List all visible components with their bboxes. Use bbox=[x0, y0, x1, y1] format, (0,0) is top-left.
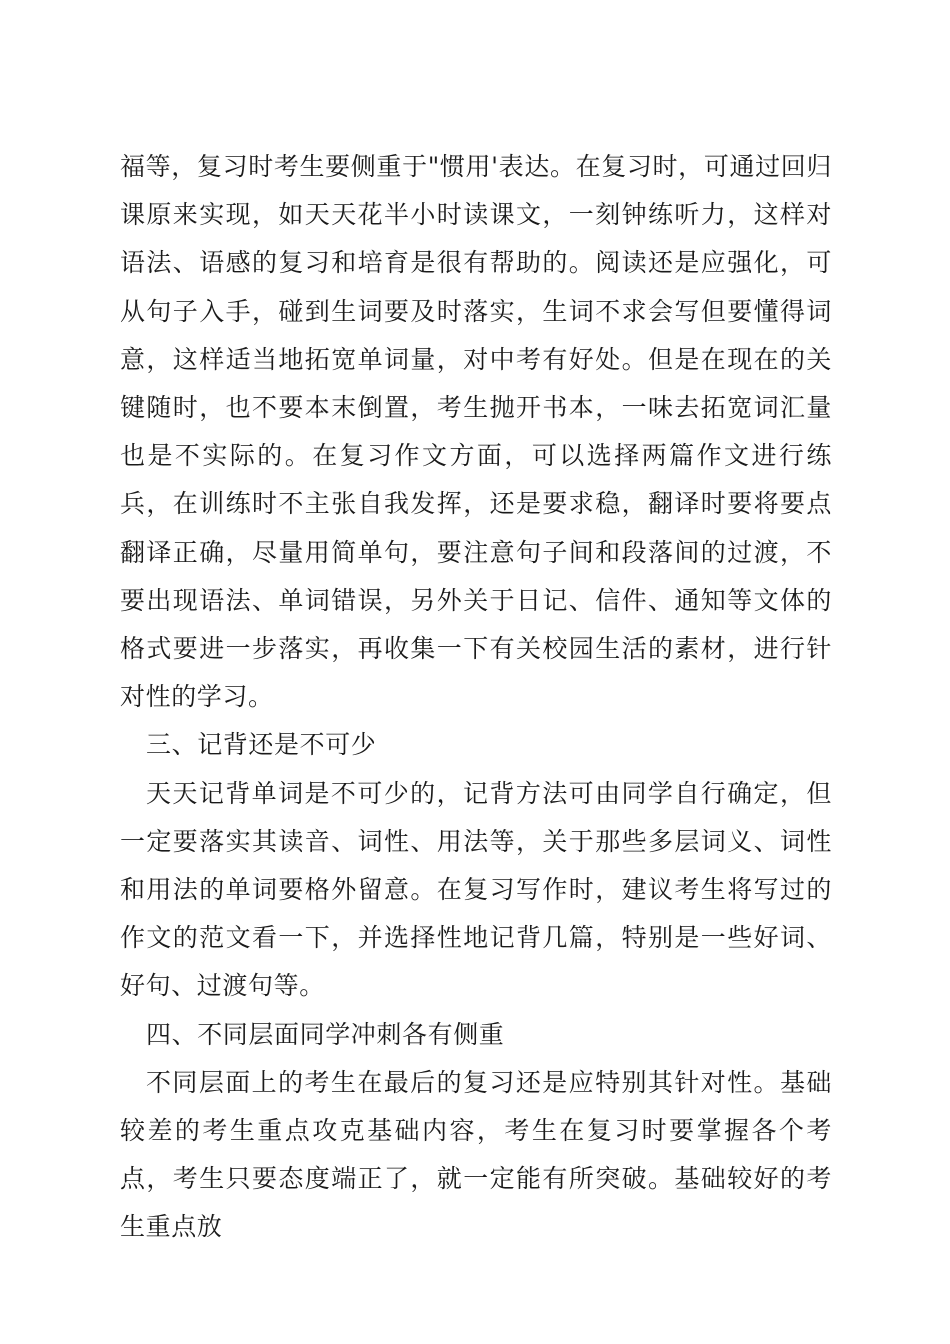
paragraph-levels: 不同层面上的考生在最后的复习还是应特别其针对性。基础较差的考生重点攻克基础内容，考生在复习时要掌握各个考点，考生只要态度端正了，就一定能有所突破。基础较好的考生重点放 bbox=[120, 1067, 832, 1242]
section-heading-4: 四、不同层面同学冲刺各有侧重 bbox=[146, 1019, 505, 1049]
section-heading-3: 三、记背还是不可少 bbox=[146, 730, 377, 760]
document-body bbox=[120, 143, 832, 1252]
paragraph-memorization: 天天记背单词是不可少的，记背方法可由同学自行确定，但一定要落实其读音、词性、用法等，关于那些多层词义、词性和用法的单词要格外留意。在复习写作时，建议考生将写过的作文的范文看一下，并选择性地记背几篇，特别是一些好词、好句、过渡句等。 bbox=[120, 778, 832, 1001]
paragraph-continuation: 福等，复习时考生要侧重于"惯用'表达。在复习时，可通过回归课原来实现，如天天花半小时读课文，一刻钟练听力，这样对语法、语感的复习和培育是很有帮助的。阅读还是应强化，可从句子入手，碰到生词要及时落实，生词不求会写但要懂得词意，这样适当地拓宽单词量，对中考有好处。但是在现在的关键随时，也不要本末倒置，考生抛开书本，一味去拓宽词汇量也是不实际的。在复习作文方面，可以选择两篇作文进行练兵，在训练时不主张自我发挥，还是要求稳，翻译时要将要点翻译正确，尽量用简单句，要注意句子间和段落间的过渡，不要出现语法、单词错误，另外关于日记、信件、通知等文体的格式要进一步落实，再收集一下有关校园生活的素材，进行针对性的学习。 bbox=[120, 152, 832, 712]
